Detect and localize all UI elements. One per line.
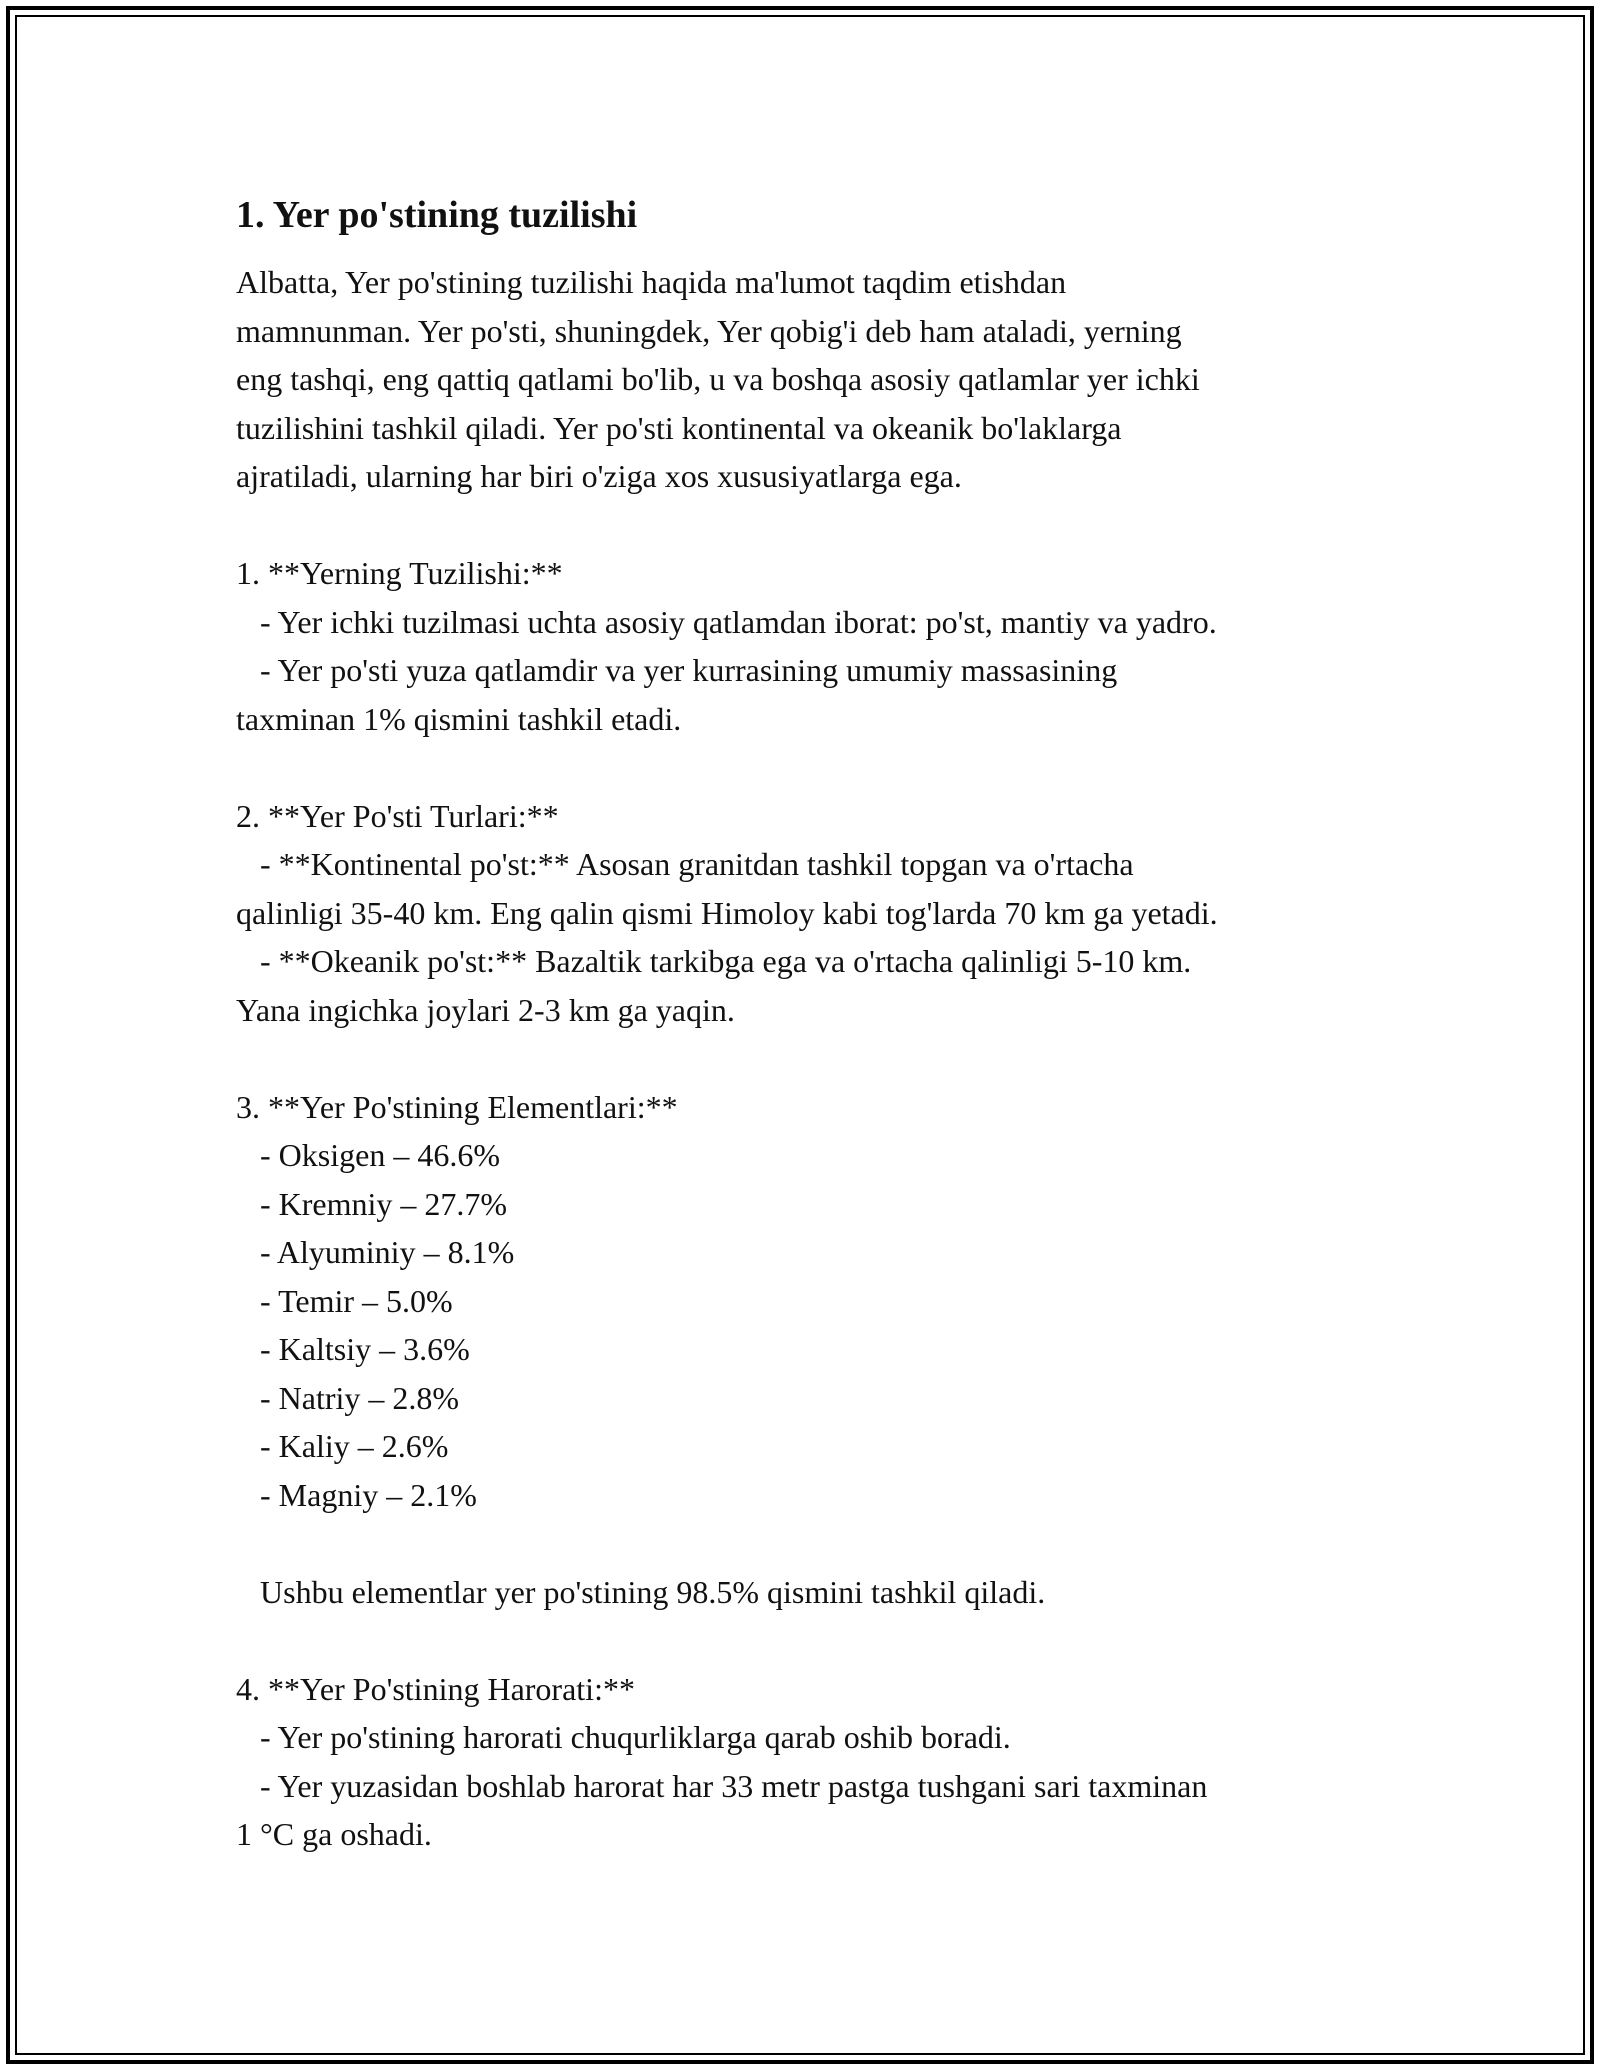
intro-line: Albatta, Yer po'stining tuzilishi haqida ma'lumot taqdim etishdan xyxy=(236,264,1067,300)
section-line: - Yer ichki tuzilmasi uchta asosiy qatlamdan iborat: po'st, mantiy va yadro. xyxy=(236,603,1217,640)
intro-line: tuzilishini tashkil qiladi. Yer po'sti kontinental va okeanik bo'laklarga xyxy=(236,409,1122,446)
intro-line: eng tashqi, eng qattiq qatlami bo'lib, u va boshqa asosiy qatlamlar yer ichki xyxy=(236,361,1200,397)
element-item: - Temir – 5.0% xyxy=(236,1282,453,1319)
document-heading: 1. Yer po'stining tuzilishi xyxy=(236,194,638,236)
spacer xyxy=(236,1616,1386,1665)
element-item: - Alyuminiy – 8.1% xyxy=(236,1234,515,1270)
section-title: 3. **Yer Po'stining Elementlari:** xyxy=(236,1088,678,1125)
section-title: 4. **Yer Po'stining Harorati:** xyxy=(236,1670,635,1707)
section-line: - Yer yuzasidan boshlab harorat har 33 metr pastga tushgani sari taxminan xyxy=(236,1767,1208,1804)
section-line: - **Kontinental po'st:** Asosan granitdan tashkil topgan va o'rtacha xyxy=(236,846,1134,882)
section-line: - Yer po'sti yuza qatlamdir va yer kurrasining umumiy massasining xyxy=(236,652,1118,688)
element-item: - Magniy – 2.1% xyxy=(236,1476,477,1513)
document-body xyxy=(236,186,1386,1859)
spacer xyxy=(236,1034,1386,1083)
section-line: Yana ingichka joylari 2-3 km ga yaqin. xyxy=(236,991,735,1028)
spacer xyxy=(236,501,1386,550)
section-structure xyxy=(236,549,1386,743)
intro-line: mamnunman. Yer po'sti, shuningdek, Yer qobig'i deb ham ataladi, yerning xyxy=(236,312,1182,349)
intro-paragraph xyxy=(236,258,1386,501)
section-line: taxminan 1% qismini tashkil etadi. xyxy=(236,700,682,737)
section-title: 2. **Yer Po'sti Turlari:** xyxy=(236,797,559,834)
section-line: - **Okeanik po'st:** Bazaltik tarkibga ega va o'rtacha qalinligi 5-10 km. xyxy=(236,943,1192,979)
section-line: - Yer po'stining harorati chuqurliklarga qarab oshib boradi. xyxy=(236,1719,1011,1755)
element-item: - Kaltsiy – 3.6% xyxy=(236,1331,470,1367)
section-elements xyxy=(236,1083,1386,1617)
spacer xyxy=(236,743,1386,792)
section-line: qalinligi 35-40 km. Eng qalin qismi Himoloy kabi tog'larda 70 km ga yetadi. xyxy=(236,894,1218,931)
intro-line: ajratiladi, ularning har biri o'ziga xos xususiyatlarga ega. xyxy=(236,458,962,494)
spacer xyxy=(236,1519,1386,1568)
elements-summary: Ushbu elementlar yer po'stining 98.5% qismini tashkil qiladi. xyxy=(236,1573,1046,1610)
section-crust-types xyxy=(236,792,1386,1035)
section-title: 1. **Yerning Tuzilishi:** xyxy=(236,555,563,591)
element-item: - Natriy – 2.8% xyxy=(236,1379,460,1416)
section-temperature xyxy=(236,1665,1386,1859)
element-item: - Kaliy – 2.6% xyxy=(236,1428,449,1464)
element-item: - Kremniy – 27.7% xyxy=(236,1185,508,1222)
element-item: - Oksigen – 46.6% xyxy=(236,1137,500,1173)
section-line: 1 °C ga oshadi. xyxy=(236,1816,432,1852)
